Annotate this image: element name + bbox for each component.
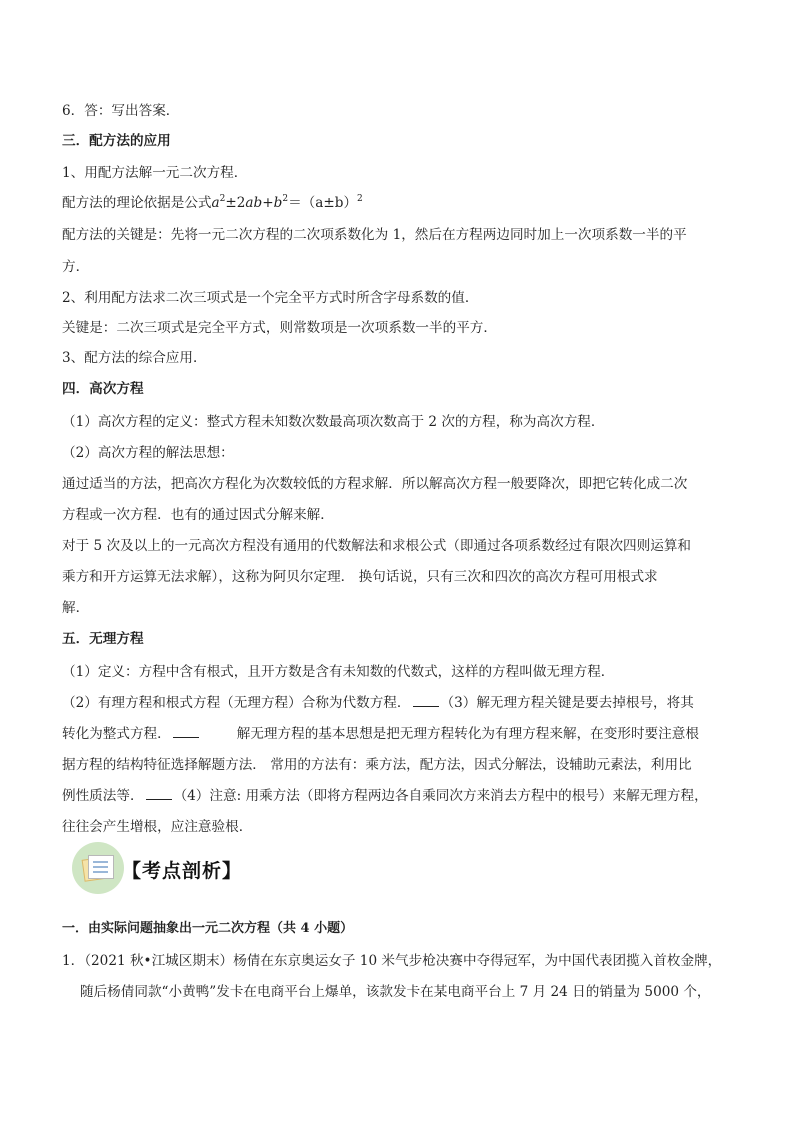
text-segment: （4）注意: 用乘方法（即将方程两边各自乘同次方来消去方程中的根号）来解无理方程，	[173, 788, 708, 804]
blank-line	[413, 694, 439, 707]
text-line: （2）高次方程的解法思想：	[62, 445, 234, 461]
text-line: 6．答：写出答案．	[62, 103, 180, 119]
text-line: 对于 5 次及以上的一元高次方程没有通用的代数解法和求根公式（即通过各项系数经过有限次四则运算和	[62, 538, 692, 554]
text-line: 通过适当的方法，把高次方程化为次数较低的方程求解．所以解高次方程一般要降次，即把它转化成二次	[62, 476, 688, 492]
text-line: 2、利用配方法求二次三项式是一个完全平方式时所含字母系数的值．	[62, 290, 479, 306]
text-line: 方．	[62, 259, 90, 275]
question-text: 随后杨倩同款“小黄鸭”发卡在电商平台上爆单，该款发卡在某电商平台上 7 月 24 日的销量为 5000 个，	[80, 984, 711, 1000]
section-heading-4: 四．高次方程	[62, 381, 144, 397]
section-heading-5: 五．无理方程	[62, 631, 144, 647]
text-line: 据方程的结构特征选择解题方法． 常用的方法有：乘方法，配方法，因式分解法，设辅助元素法，利用比	[62, 757, 692, 773]
exam-points-banner	[72, 842, 372, 894]
text-line	[62, 723, 738, 745]
text-segment: （2）有理方程和根式方程（无理方程）合称为代数方程．	[62, 695, 411, 711]
text-line: 配方法的关键是：先将一元二次方程的二次项系数化为 1，然后在方程两边同时加上一次项系数一半的平	[62, 227, 687, 243]
blank-line	[146, 787, 172, 800]
text-segment: （3）解无理方程关键是要去掉根号，将其	[440, 695, 694, 711]
text-line: 关键是：二次三项式是完全平方式，则常数项是一次项系数一半的平方．	[62, 320, 497, 336]
text-line: 方程或一次方程．也有的通过因式分解来解．	[62, 507, 334, 523]
text-line: 3、配方法的综合应用．	[62, 350, 207, 366]
document-icon	[72, 842, 124, 894]
text-line	[62, 692, 738, 714]
text-segment: 例性质法等．	[62, 788, 144, 804]
text-line: （1）高次方程的定义：整式方程未知数次数最高项次数高于 2 次的方程，称为高次方程．	[62, 414, 605, 430]
banner-title: 【考点剖析】	[122, 860, 243, 882]
text-segment: 转化为整式方程．	[62, 726, 171, 742]
text-line: 乘方和开方运算无法求解），这称为阿贝尔定理． 换句话说，只有三次和四次的高次方程可用根式求	[62, 569, 658, 585]
formula-line: 配方法的理论依据是公式$a^2\pm 2ab+b^2=(a\pm b)^2$	[62, 194, 363, 211]
text-line: （1）定义：方程中含有根式，且开方数是含有未知数的代数式，这样的方程叫做无理方程．	[62, 664, 615, 680]
text-line: 1、用配方法解一元二次方程．	[62, 165, 248, 181]
text-segment: 解无理方程的基本思想是把无理方程转化为有理方程来解，在变形时要注意根	[236, 726, 699, 742]
text-line	[62, 785, 738, 807]
formula-prefix: 配方法的理论依据是公式	[62, 195, 212, 211]
formula-rhs: ＝（a±b）	[288, 195, 358, 211]
text-line: 往往会产生增根，应注意验根．	[62, 819, 253, 835]
question-text: 1．（2021 秋•江城区期末）杨倩在东京奥运女子 10 米气步枪决赛中夺得冠军，为中国代表团揽入首枚金牌，	[62, 953, 722, 969]
text-line: 解．	[62, 600, 90, 616]
blank-line	[173, 725, 199, 738]
section-heading-3: 三．配方法的应用	[62, 133, 171, 149]
question-section-heading: 一．由实际问题抽象出一元二次方程（共 4 小题）	[62, 921, 354, 936]
